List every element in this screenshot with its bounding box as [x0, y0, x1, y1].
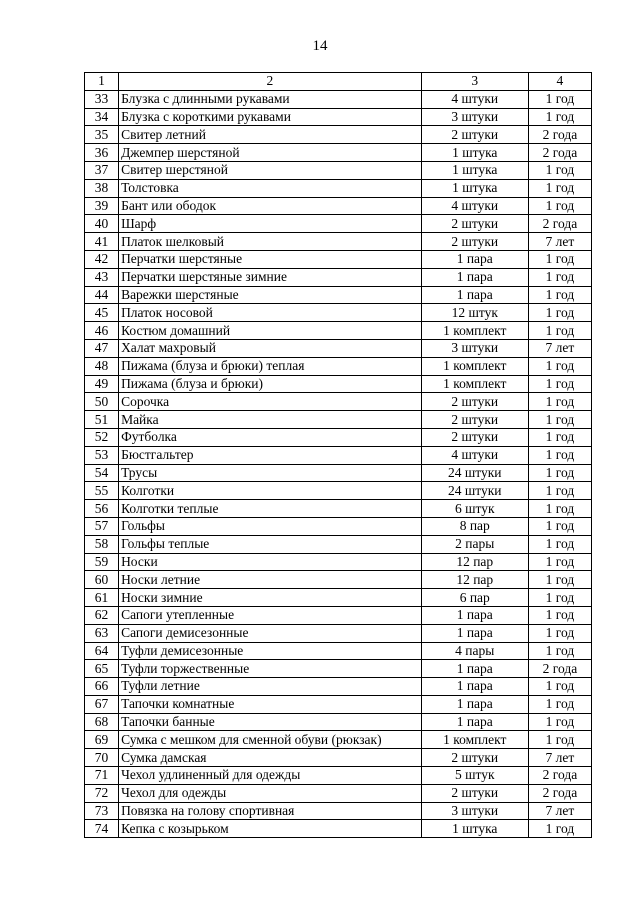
item-wear-period: 1 год [528, 606, 591, 624]
item-wear-period: 1 год [528, 820, 591, 838]
item-wear-period: 1 год [528, 589, 591, 607]
item-quantity: 2 штуки [421, 784, 528, 802]
item-quantity: 2 штуки [421, 233, 528, 251]
item-name: Колготки [119, 482, 422, 500]
item-quantity: 1 пара [421, 606, 528, 624]
item-name: Пижама (блуза и брюки) теплая [119, 357, 422, 375]
item-quantity: 2 штуки [421, 393, 528, 411]
item-quantity: 12 пар [421, 553, 528, 571]
table-row [85, 678, 592, 696]
page-number: 14 [312, 38, 328, 54]
item-name: Носки зимние [119, 589, 422, 607]
table-row [85, 500, 592, 518]
table-row [85, 624, 592, 642]
item-quantity: 2 штуки [421, 411, 528, 429]
item-quantity: 2 штуки [421, 428, 528, 446]
item-quantity: 1 пара [421, 678, 528, 696]
item-name: Носки [119, 553, 422, 571]
row-number: 45 [85, 304, 119, 322]
row-number: 46 [85, 322, 119, 340]
item-wear-period: 1 год [528, 642, 591, 660]
table-row [85, 357, 592, 375]
table-row [85, 606, 592, 624]
table-row [85, 268, 592, 286]
row-number: 71 [85, 767, 119, 785]
item-name: Туфли торжественные [119, 660, 422, 678]
row-number: 55 [85, 482, 119, 500]
item-name: Сорочка [119, 393, 422, 411]
item-wear-period: 2 года [528, 660, 591, 678]
table-row [85, 802, 592, 820]
item-quantity: 12 пар [421, 571, 528, 589]
item-wear-period: 1 год [528, 500, 591, 518]
item-wear-period: 1 год [528, 624, 591, 642]
item-wear-period: 1 год [528, 553, 591, 571]
table-row [85, 571, 592, 589]
item-quantity: 1 пара [421, 660, 528, 678]
item-name: Футболка [119, 428, 422, 446]
item-name: Платок шелковый [119, 233, 422, 251]
item-wear-period: 2 года [528, 767, 591, 785]
table-row [85, 411, 592, 429]
header-col-2: 2 [119, 73, 422, 91]
header-col-3: 3 [421, 73, 528, 91]
row-number: 41 [85, 233, 119, 251]
item-quantity: 1 штука [421, 179, 528, 197]
item-name: Туфли летние [119, 678, 422, 696]
item-quantity: 3 штуки [421, 108, 528, 126]
row-number: 69 [85, 731, 119, 749]
row-number: 59 [85, 553, 119, 571]
item-wear-period: 1 год [528, 731, 591, 749]
header-col-4: 4 [528, 73, 591, 91]
row-number: 74 [85, 820, 119, 838]
table-row [85, 482, 592, 500]
item-name: Чехол удлиненный для одежды [119, 767, 422, 785]
item-quantity: 2 штуки [421, 749, 528, 767]
table-row [85, 161, 592, 179]
item-wear-period: 1 год [528, 304, 591, 322]
table-row [85, 553, 592, 571]
item-name: Тапочки комнатные [119, 695, 422, 713]
item-wear-period: 7 лет [528, 233, 591, 251]
item-wear-period: 1 год [528, 713, 591, 731]
row-number: 53 [85, 446, 119, 464]
table-row [85, 428, 592, 446]
item-quantity: 24 штуки [421, 464, 528, 482]
item-wear-period: 7 лет [528, 802, 591, 820]
item-name: Блузка с длинными рукавами [119, 90, 422, 108]
row-number: 36 [85, 144, 119, 162]
table-row [85, 108, 592, 126]
item-quantity: 12 штук [421, 304, 528, 322]
item-quantity: 1 комплект [421, 375, 528, 393]
item-quantity: 8 пар [421, 517, 528, 535]
item-wear-period: 1 год [528, 357, 591, 375]
item-name: Колготки теплые [119, 500, 422, 518]
item-wear-period: 1 год [528, 375, 591, 393]
row-number: 44 [85, 286, 119, 304]
item-name: Сумка дамская [119, 749, 422, 767]
item-wear-period: 1 год [528, 446, 591, 464]
table-row [85, 642, 592, 660]
item-name: Бюстгальтер [119, 446, 422, 464]
item-name: Сапоги демисезонные [119, 624, 422, 642]
item-wear-period: 2 года [528, 126, 591, 144]
table-row [85, 446, 592, 464]
row-number: 73 [85, 802, 119, 820]
item-quantity: 1 комплект [421, 322, 528, 340]
table-row [85, 197, 592, 215]
item-quantity: 1 комплект [421, 357, 528, 375]
table-body [85, 73, 592, 838]
item-name: Платок носовой [119, 304, 422, 322]
row-number: 68 [85, 713, 119, 731]
item-wear-period: 1 год [528, 250, 591, 268]
item-name: Варежки шерстяные [119, 286, 422, 304]
table-row [85, 90, 592, 108]
item-quantity: 1 комплект [421, 731, 528, 749]
table-row [85, 464, 592, 482]
item-wear-period: 7 лет [528, 339, 591, 357]
table-row [85, 126, 592, 144]
item-quantity: 6 штук [421, 500, 528, 518]
row-number: 48 [85, 357, 119, 375]
row-number: 57 [85, 517, 119, 535]
item-wear-period: 7 лет [528, 749, 591, 767]
table-row [85, 304, 592, 322]
table-row [85, 535, 592, 553]
row-number: 42 [85, 250, 119, 268]
row-number: 65 [85, 660, 119, 678]
row-number: 56 [85, 500, 119, 518]
row-number: 33 [85, 90, 119, 108]
item-wear-period: 1 год [528, 411, 591, 429]
table-row [85, 393, 592, 411]
item-quantity: 1 пара [421, 695, 528, 713]
clothing-allowance-table [84, 72, 592, 838]
item-wear-period: 2 года [528, 215, 591, 233]
item-quantity: 2 штуки [421, 215, 528, 233]
table-row [85, 749, 592, 767]
table-row [85, 767, 592, 785]
table-row [85, 233, 592, 251]
item-name: Гольфы [119, 517, 422, 535]
item-quantity: 1 пара [421, 286, 528, 304]
item-name: Бант или ободок [119, 197, 422, 215]
item-quantity: 1 пара [421, 250, 528, 268]
item-name: Шарф [119, 215, 422, 233]
item-name: Свитер летний [119, 126, 422, 144]
item-name: Сумка с мешком для сменной обуви (рюкзак) [119, 731, 422, 749]
item-wear-period: 1 год [528, 286, 591, 304]
row-number: 35 [85, 126, 119, 144]
item-name: Майка [119, 411, 422, 429]
row-number: 50 [85, 393, 119, 411]
table-row [85, 731, 592, 749]
item-wear-period: 1 год [528, 678, 591, 696]
item-wear-period: 1 год [528, 322, 591, 340]
item-name: Гольфы теплые [119, 535, 422, 553]
item-wear-period: 1 год [528, 571, 591, 589]
row-number: 60 [85, 571, 119, 589]
row-number: 61 [85, 589, 119, 607]
item-quantity: 3 штуки [421, 802, 528, 820]
item-name: Костюм домашний [119, 322, 422, 340]
row-number: 38 [85, 179, 119, 197]
table-row [85, 695, 592, 713]
item-name: Туфли демисезонные [119, 642, 422, 660]
row-number: 54 [85, 464, 119, 482]
table-header-row [85, 73, 592, 91]
table-row [85, 820, 592, 838]
item-wear-period: 1 год [528, 464, 591, 482]
item-quantity: 4 пары [421, 642, 528, 660]
item-wear-period: 1 год [528, 108, 591, 126]
item-quantity: 1 штука [421, 144, 528, 162]
item-quantity: 5 штук [421, 767, 528, 785]
row-number: 34 [85, 108, 119, 126]
table-row [85, 179, 592, 197]
row-number: 49 [85, 375, 119, 393]
item-wear-period: 1 год [528, 161, 591, 179]
item-wear-period: 1 год [528, 695, 591, 713]
item-name: Сапоги утепленные [119, 606, 422, 624]
table-row [85, 286, 592, 304]
row-number: 47 [85, 339, 119, 357]
row-number: 58 [85, 535, 119, 553]
item-quantity: 2 пары [421, 535, 528, 553]
item-quantity: 3 штуки [421, 339, 528, 357]
item-wear-period: 1 год [528, 535, 591, 553]
item-wear-period: 1 год [528, 393, 591, 411]
item-name: Тапочки банные [119, 713, 422, 731]
item-quantity: 2 штуки [421, 126, 528, 144]
row-number: 64 [85, 642, 119, 660]
item-quantity: 1 штука [421, 820, 528, 838]
table-row [85, 250, 592, 268]
item-wear-period: 2 года [528, 144, 591, 162]
table-row [85, 660, 592, 678]
item-name: Перчатки шерстяные зимние [119, 268, 422, 286]
row-number: 52 [85, 428, 119, 446]
row-number: 51 [85, 411, 119, 429]
item-name: Блузка с короткими рукавами [119, 108, 422, 126]
item-quantity: 6 пар [421, 589, 528, 607]
item-name: Кепка с козырьком [119, 820, 422, 838]
row-number: 43 [85, 268, 119, 286]
item-name: Перчатки шерстяные [119, 250, 422, 268]
row-number: 66 [85, 678, 119, 696]
item-quantity: 1 штука [421, 161, 528, 179]
table-row [85, 215, 592, 233]
row-number: 40 [85, 215, 119, 233]
item-name: Пижама (блуза и брюки) [119, 375, 422, 393]
item-name: Свитер шерстяной [119, 161, 422, 179]
item-wear-period: 1 год [528, 517, 591, 535]
table-row [85, 589, 592, 607]
item-wear-period: 1 год [528, 268, 591, 286]
item-name: Халат махровый [119, 339, 422, 357]
item-quantity: 1 пара [421, 268, 528, 286]
item-wear-period: 1 год [528, 482, 591, 500]
table-row [85, 339, 592, 357]
item-name: Трусы [119, 464, 422, 482]
table-row [85, 322, 592, 340]
row-number: 37 [85, 161, 119, 179]
item-wear-period: 1 год [528, 197, 591, 215]
item-wear-period: 1 год [528, 428, 591, 446]
table-row [85, 375, 592, 393]
item-name: Джемпер шерстяной [119, 144, 422, 162]
row-number: 63 [85, 624, 119, 642]
row-number: 67 [85, 695, 119, 713]
item-name: Носки летние [119, 571, 422, 589]
item-quantity: 24 штуки [421, 482, 528, 500]
item-quantity: 1 пара [421, 624, 528, 642]
table-row [85, 713, 592, 731]
row-number: 72 [85, 784, 119, 802]
table-row [85, 144, 592, 162]
table-row [85, 784, 592, 802]
item-quantity: 4 штуки [421, 446, 528, 464]
item-wear-period: 1 год [528, 90, 591, 108]
row-number: 39 [85, 197, 119, 215]
item-name: Повязка на голову спортивная [119, 802, 422, 820]
item-quantity: 4 штуки [421, 90, 528, 108]
item-wear-period: 1 год [528, 179, 591, 197]
table-row [85, 517, 592, 535]
header-col-1: 1 [85, 73, 119, 91]
item-name: Толстовка [119, 179, 422, 197]
row-number: 62 [85, 606, 119, 624]
row-number: 70 [85, 749, 119, 767]
item-quantity: 4 штуки [421, 197, 528, 215]
item-wear-period: 2 года [528, 784, 591, 802]
item-quantity: 1 пара [421, 713, 528, 731]
item-name: Чехол для одежды [119, 784, 422, 802]
